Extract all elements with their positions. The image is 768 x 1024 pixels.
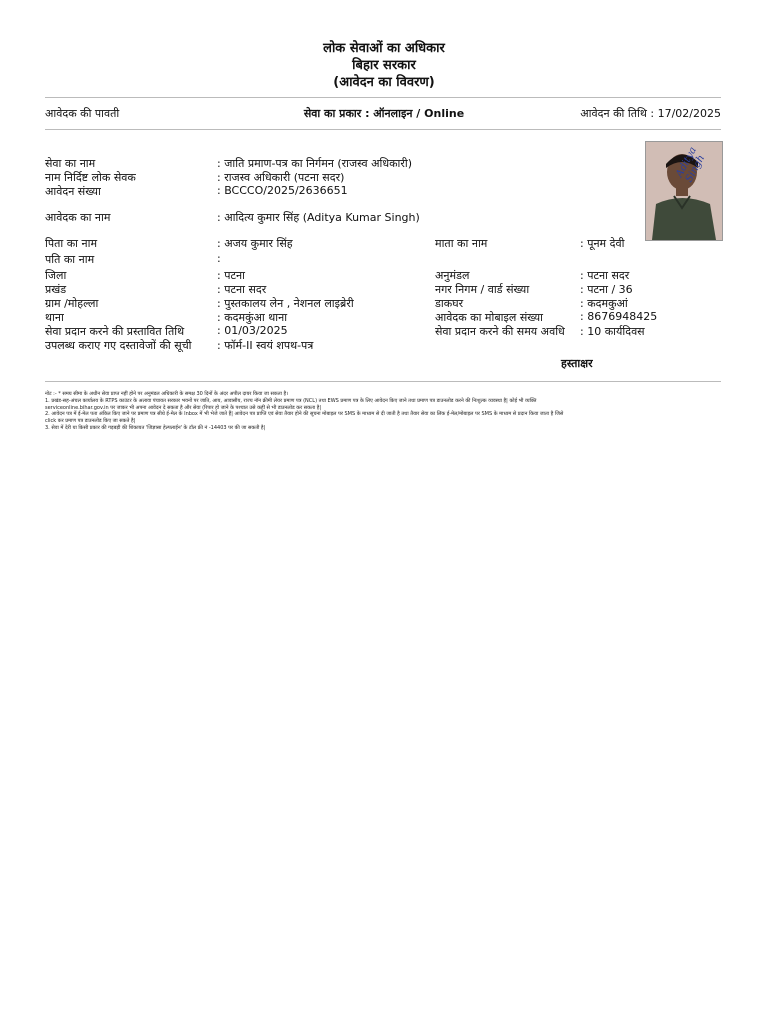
documents-value: : फॉर्म-II स्वयं शपथ-पत्र [217,339,314,352]
proposed-date-label: सेवा प्रदान करने की प्रस्तावित तिथि [45,325,185,338]
ward-value: : पटना / 36 [580,283,633,296]
mother-name-value: : पूनम देवी [580,237,625,250]
service-type: सेवा का प्रकार : ऑनलाइन / Online [303,107,465,120]
note-line-1: 1. प्रखंड-सह-अंचल कार्यालय के RTPS काउंटर के अलावा पंचायत सरकार भवनों पर जाति, आय, आवासीय, राज्य नॉन क्रीमी लेयर प्रमाण पत्र (NCL) तथा EWS प्रमाण पत्र के लिए आवेदन किए जाने तथा प्रमाण पत्र डाउनलोड करने की निःशुल्क व्यवस्था है| कोई भी व्यक्ति [45,397,537,404]
service-name-label: सेवा का नाम [45,157,96,170]
note-line-0: नोट :- * समय सीमा के अधीन सेवा प्राप्त नहीं होने पर अनुमंडल अधिकारी के समक्ष 30 दिनों के अंदर अपील दायर किया जा सकता है। [45,391,289,397]
signature-label: हस्ताक्षर [561,357,593,370]
designated-officer-label: नाम निर्दिष्ट लोक सेवक [45,171,136,184]
district-value: : पटना [217,269,245,282]
designated-officer-value: : राजस्व अधिकारी (पटना सदर) [217,171,345,184]
divider-top [45,97,721,98]
police-station-value: : कदमकुंआ थाना [217,311,288,324]
application-date: आवेदन की तिथि : 17/02/2025 [580,107,721,120]
husband-name-value: : [217,252,221,265]
block-value: : पटना सदर [217,283,267,296]
applicant-photo [645,141,723,241]
village-value: : पुस्तकालय लेन , नेशनल लाइब्रेरी [217,297,354,310]
receipt-label: आवेदक की पावती [45,107,120,120]
applicant-name-label: आवेदक का नाम [45,211,111,224]
post-office-label: डाकघर [435,297,464,310]
photo-signature: Aditya Singh [674,145,708,185]
ward-label: नगर निगम / वार्ड संख्या [435,283,530,296]
application-no-value: : BCCCO/2025/2636651 [217,184,348,197]
note-line-5: 3. सेवा में देरी या किसी प्रकार की गड़बड़ी की शिकायत 'जिज्ञासा हेल्पलाईन' के टॉल फ्री नं -14403 पर की जा सकती है| [45,424,266,431]
applicant-name-value: : आदित्य कुमार सिंह (Aditya Kumar Singh) [217,211,420,224]
divider-mid [45,129,721,130]
divider-bottom [45,381,721,382]
mobile-value: : 8676948425 [580,310,658,323]
service-name-value: : जाति प्रमाण-पत्र का निर्गमन (राजस्व अधिकारी) [217,157,413,170]
application-no-label: आवेदन संख्या [45,185,101,198]
mother-name-label: माता का नाम [435,237,488,250]
post-office-value: : कदमकुआं [580,297,628,310]
note-line-4: click कर प्रमाण पत्र डाउनलोड किए जा सकते है| [45,418,136,425]
father-name-label: पिता का नाम [45,237,98,250]
time-limit-label: सेवा प्रदान करने की समय अवधि [435,325,565,338]
subdivision-value: : पटना सदर [580,269,630,282]
village-label: ग्राम /मोहल्ला [45,297,99,310]
block-label: प्रखंड [45,283,67,296]
police-station-label: थाना [45,311,64,324]
subdivision-label: अनुमंडल [435,269,470,282]
header-title-3: (आवेदन का विवरण) [333,75,435,90]
note-line-3: 2. आवेदन पत्र में ई-मेल पता अंकित किए जाने पर प्रमाण पत्र सीधे ई-मेल के Inbox में भी भेजे जाते हैं| आवेदन पत्र प्राप्ति एवं सेवा तैयार होने की सूचना मोबाइल पर SMS के माध्यम से दी जाती है तथा तैयार सेवा का लिंक ई-मेल/मोबाइल पर SMS के माध्यम से प्रदान किया जाता है जिसे [45,411,564,418]
father-name-value: : अजय कुमार सिंह [217,237,293,250]
time-limit-value: : 10 कार्यदिवस [580,325,645,338]
header-title-2: बिहार सरकार [352,58,416,73]
mobile-label: आवेदक का मोबाइल संख्या [435,311,543,324]
note-line-2: serviceonline.bihar.gov.in पर जाकर भी अपना आवेदन दे सकता है और सेवा (रिपार हो जाने के पश्चात उसे कहीं से भी डाउनलोड कर सकता है| [45,404,322,411]
notes-block [45,391,721,432]
header-title-1: लोक सेवाओं का अधिकार [323,41,445,56]
proposed-date-value: : 01/03/2025 [217,324,288,337]
husband-name-label: पति का नाम [45,253,95,266]
district-label: जिला [45,269,67,282]
documents-label: उपलब्ध कराए गए दस्तावेजों की सूची [45,339,192,352]
